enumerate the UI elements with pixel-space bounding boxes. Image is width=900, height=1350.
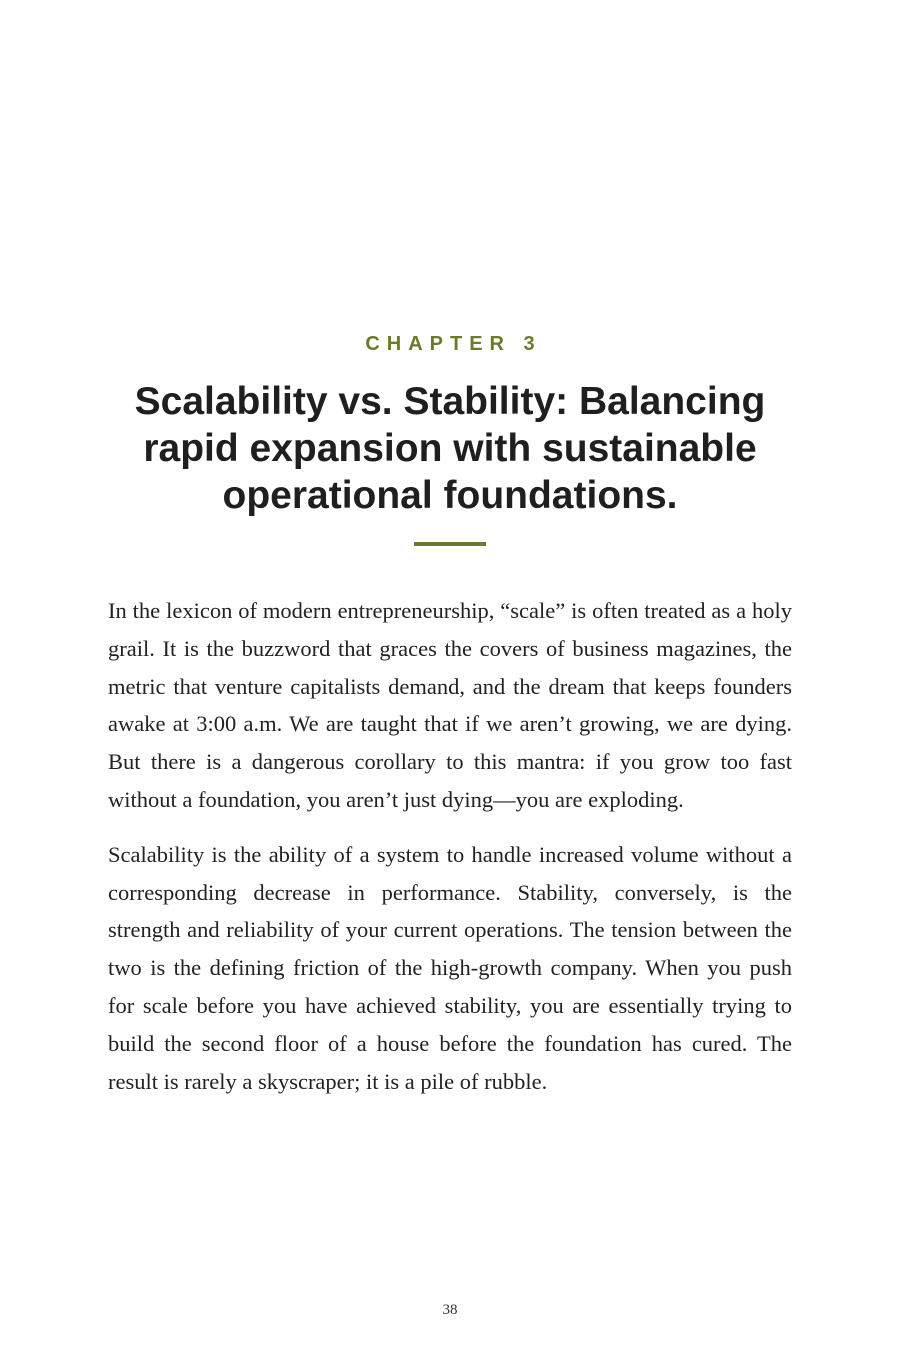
chapter-title: Scalability vs. Stability: Balancing rapid expansion with sustainable operational foundations. xyxy=(134,380,766,517)
body-paragraph: In the lexicon of modern entrepreneurship, “scale” is often treated as a holy grail. It is the buzzword that graces the covers of business magazines, the metric that venture capitalists demand, and the dream that keeps founders awake at 3:00 a.m. We are taught that if we aren’t growing, we are dying. But there is a dangerous corollary to this mantra: if you grow too fast without a foundation, you aren’t just dying—you are exploding. xyxy=(108,598,792,812)
chapter-label: CHAPTER 3 xyxy=(365,333,542,355)
chapter-body xyxy=(108,592,792,1117)
body-paragraph: Scalability is the ability of a system to handle increased volume without a corresponding decrease in performance. Stability, conversely, is the strength and reliability of your current operations. The tension between the two is the defining friction of the high-growth company. When you push for scale before you have achieved stability, you are essentially trying to build the second floor of a house before the foundation has cured. The result is rarely a skyscraper; it is a pile of rubble. xyxy=(108,841,792,1094)
page-number: 38 xyxy=(442,1302,458,1318)
title-divider xyxy=(414,542,486,546)
